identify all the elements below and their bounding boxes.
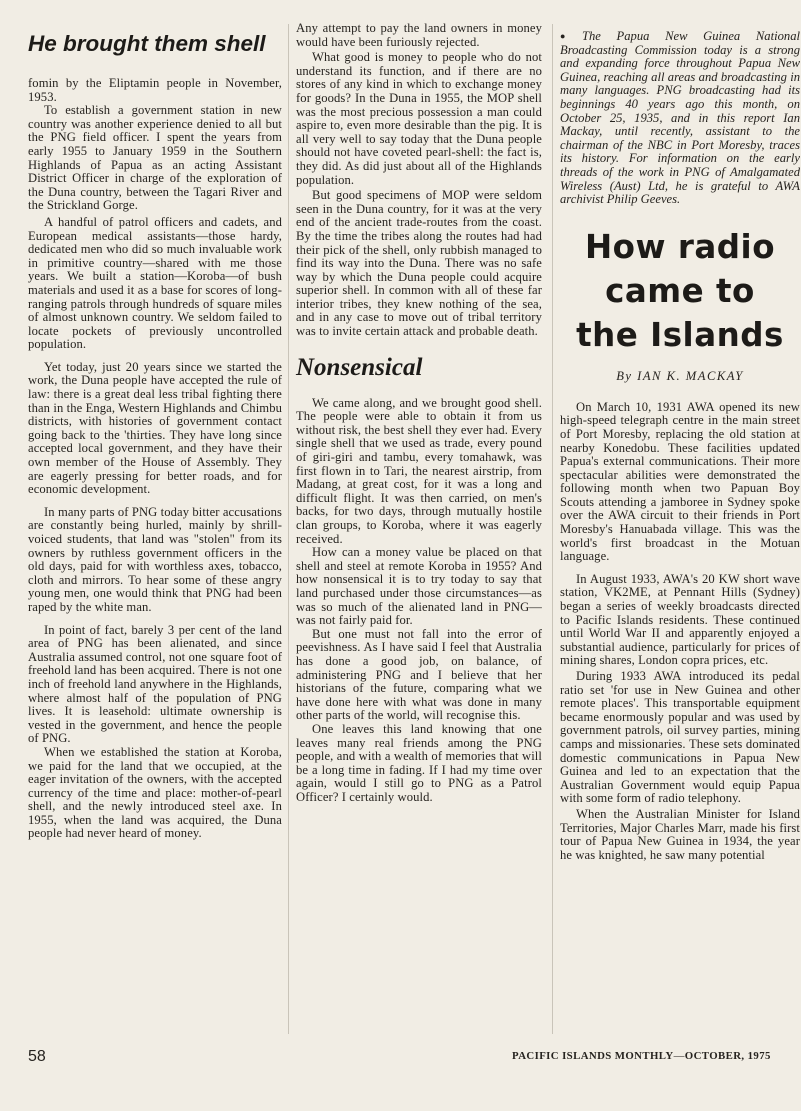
article-title-line: How radio	[584, 227, 776, 266]
article-intro	[560, 30, 800, 207]
article-paragraph: But good specimens of MOP were seldom seen in the Duna country, for it was at the very end of the ancient trade-routes from the coast. By the time the tribes along the routes had had their pick of the shell, only rubbish managed to find its way into the Duna. There was no safe way by which the Duna people could acquire superior shell. In common with all of these far interior tribes, they knew nothing of the sea, and in any case to move out of tribal territory was to invite certain attack and probable death.	[296, 188, 542, 339]
article-paragraph: When we established the station at Koroba, we paid for the land that we occupied, at the eager invitation of the owners, with the accepted currency of the time and place: mother-of-pearl shell, and the newly introduced steel axe. In 1955, when the land was acquired, the Duna people had never heard of money.	[28, 744, 282, 841]
column-rule	[288, 24, 289, 1034]
article-paragraph: fomin by the Eliptamin people in November, 1953.	[28, 76, 282, 104]
article-paragraph: In August 1933, AWA's 20 KW short wave station, VK2ME, at Pennant Hills (Sydney) began a series of weekly broadcasts directed to Pacific Islands residents. These continued until World War II and apparently enjoyed a substantial audience, particularly for prices of mining shares, London copra prices, etc.	[560, 571, 800, 668]
column-rule	[552, 24, 553, 1034]
article-paragraph: But one must not fall into the error of peevishness. As I have said I feel that Australia has done a good job, on balance, of administering PNG and I believe that her historians of the future, comparing what we have done here with what was done in many other parts of the world, will recognise this.	[296, 626, 542, 723]
article-paragraph: A handful of patrol officers and cadets, and European medical assistants—those hardy, dedicated men who did so much invaluable work in primitive country—shared with me those years. We built a station—Koroba—of bush materials and used it as a base for scores of long-ranging patrols through hundreds of square miles of almost unknown country. We seldom failed to locate pockets of previously uncontrolled population.	[28, 214, 282, 352]
article-title-line: the Islands	[576, 315, 784, 354]
running-footer	[512, 1050, 771, 1062]
footer-dash: —	[673, 1050, 685, 1062]
issue-date: OCTOBER, 1975	[684, 1050, 771, 1062]
bullet-icon: ●	[560, 31, 578, 41]
column-right	[560, 0, 800, 862]
article-paragraph: In point of fact, barely 3 per cent of the land area of PNG has been alienated, and since Australia assumed control, not one square foot of freehold land has been acquired. There is not one inch of freehold land anywhere in the Highlands, where almost half of the population of PNG lives. It is leasehold: ultimate ownership is vested in the government, and hence the people of PNG.	[28, 622, 282, 746]
article-paragraph: We came along, and we brought good shell. The people were able to obtain it from us without risk, the best shell they ever had. Every single shell that we used as trade, every pound of giri-giri and tambu, every tomahawk, was first flown in to Tari, the nearest airstrip, from Madang, at great cost, for it was a long and difficult flight. It was then carried, on men's backs, for two days, through mutually hostile clan groups, to Koroba, where it was eagerly received.	[296, 395, 542, 546]
article-paragraph: What good is money to people who do not understand its function, and if there are no stores of any kind in which to exchange money for goods? In the Duna in 1955, the MOP shell was the most precious possession a man could aspire to, even more desirable than the pig. It is all very well to say today that the Duna people should not have coveted pearl-shell: the fact is, they did. As did just about all of the Highlands population.	[296, 50, 542, 187]
column-left	[28, 0, 282, 841]
article-paragraph: Yet today, just 20 years since we started the work, the Duna people have accepted the rule of law: there is a great deal less tribal fighting there than in the Enga, Western Highlands and Chimbu districts, with histories of government contact going back to the 'thirties. They have long since accepted local government, and they have their own member of the House of Assembly. They are eagerly pressing for better roads, and for economic development.	[28, 359, 282, 497]
page-footer	[0, 1048, 801, 1078]
article-paragraph: How can a money value be placed on that shell and steel at remote Koroba in 1955? And how nonsensical it is to try today to say that land purchased under those circumstances—as was so much of the alienated land in PNG—was not fairly paid for.	[296, 545, 542, 628]
article-title	[560, 225, 800, 357]
article-paragraph: In many parts of PNG today bitter accusations are constantly being hurled, mainly by shrill-voiced students, that land was "stolen" from its owners by ruthless government officers in the old days, paid for with worthless axes, tobacco, cloth and mirrors. To hear some of these angry young men, one would think that PNG had been raped by the white man.	[28, 504, 282, 614]
page-number: 58	[28, 1048, 46, 1065]
byline: By IAN K. MACKAY	[616, 368, 744, 383]
intro-text: The Papua New Guinea National Broadcasting Commission today is a strong and expanding force throughout Papua New Guinea, reaching all areas and broadcasting in many languages. PNG broadcasting had its beginnings 40 years ago this month, on October 25, 1935, and in this report Ian Mackay, until recently, assistant to the chairman of the NBC in Port Moresby, traces its history. For information on the early threads of the work in PNG of Amalgamated Wireless (Aust) Ltd, he is grateful to AWA archivist Philip Geeves.	[560, 29, 800, 207]
article-paragraph: Any attempt to pay the land owners in money would have been furiously rejected.	[296, 21, 542, 49]
article-title-line: came to	[605, 271, 755, 310]
magazine-name: PACIFIC ISLANDS MONTHLY	[512, 1050, 674, 1062]
article-paragraph: One leaves this land knowing that one leaves many real friends among the PNG people, and with a wealth of memories that will be a long time in fading. If I had my time over again, would I still go to PNG as a Patrol Officer? I certainly would.	[296, 721, 542, 804]
article-paragraph: On March 10, 1931 AWA opened its new high-speed telegraph centre in the main street of Port Moresby, replacing the old station at nearby Konedobu. These facilities updated Papua's external communications. Their more spectacular abilities were demonstrated the following month when two Papuan Boy Scouts attending a jamboree in Sydney spoke over the AWA circuit to their friends in Port Moresby's Hanuabada village. This was the world's first broadcast in the Motuan language.	[560, 399, 800, 564]
column-middle	[296, 0, 542, 804]
article-paragraph: When the Australian Minister for Island Territories, Major Charles Marr, made his first tour of Papua New Guinea in 1934, the year he was knighted, he saw many potential	[560, 806, 800, 862]
article-paragraph: To establish a government station in new country was another experience denied to all but the PNG field officer. I spent the years from early 1955 to January 1959 in the Southern Highlands of Papua as an acting Assistant District Officer in charge of the exploration of the Duna country, between the Tagari River and the Strickland Gorge.	[28, 103, 282, 213]
section-subheading: Nonsensical	[296, 353, 423, 381]
article-paragraph: During 1933 AWA introduced its pedal ratio set 'for use in New Guinea and other remote places'. This transportable equipment became enormously popular and was used by government patrols, oil survey parties, mining camps and missionaries. These sets dominated domestic communications in Papua New Guinea and led to an expectation that the Australian Government would equip Papua with some form of radio telephony.	[560, 669, 800, 806]
article-headline: He brought them shell	[28, 31, 266, 56]
